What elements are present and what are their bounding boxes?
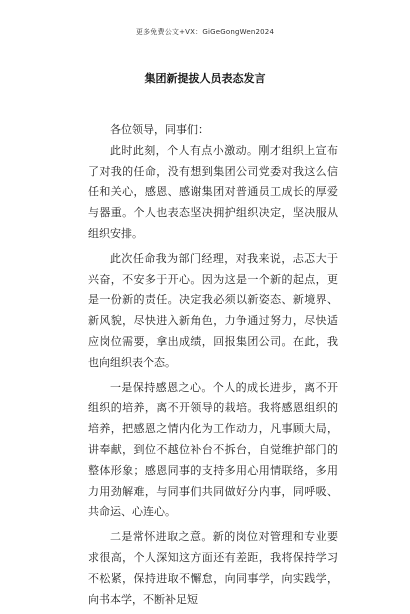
document-body — [88, 120, 338, 614]
paragraph-2: 此次任命我为部门经理，对我来说，忐忑大于兴奋，不安多于开心。因为这是一个新的起点，更是一份新的责任。决定我必须以新姿态、新境界、新风貌，尽快进入新角色，力争通过努力，尽快适应岗位需要，拿出成绩，回报集团公司。在此，我也向组织表个态。 — [88, 251, 338, 369]
header-note: 更多免费公文+VX：GiGeGongWen2024 — [135, 28, 275, 36]
document-title: 集团新提拔人员表态发言 — [144, 72, 266, 85]
greeting: 各位领导，同事们： — [110, 123, 209, 136]
paragraph-3: 一是保持感恩之心。个人的成长进步，离不开组织的培养，离不开领导的栽培。我将感恩组织的培养，把感恩之情内化为工作动力，凡事顾大局，讲奉献，到位不越位补台不拆台，自觉维护部门的整体形象；感恩同事的支持多用心用情联络，多用力用劲解难，与同事们共同做好分内事，同呼吸、共命运、心连心。 — [88, 380, 338, 519]
paragraph-4: 二是常怀进取之意。新的岗位对管理和专业要求很高，个人深知这方面还有差距，我将保持学习不松紧，保持进取不懈怠，向同事学，向实践学，向书本学，不断补足短 — [88, 530, 338, 606]
paragraph-1: 此时此刻，个人有点小激动。刚才组织上宣布了对我的任命，没有想到集团公司党委对我这么信任和关心，感恩、感谢集团对普通员工成长的厚爱与器重。个人也表态坚决拥护组织决定，坚决服从组织安排。 — [88, 143, 338, 240]
